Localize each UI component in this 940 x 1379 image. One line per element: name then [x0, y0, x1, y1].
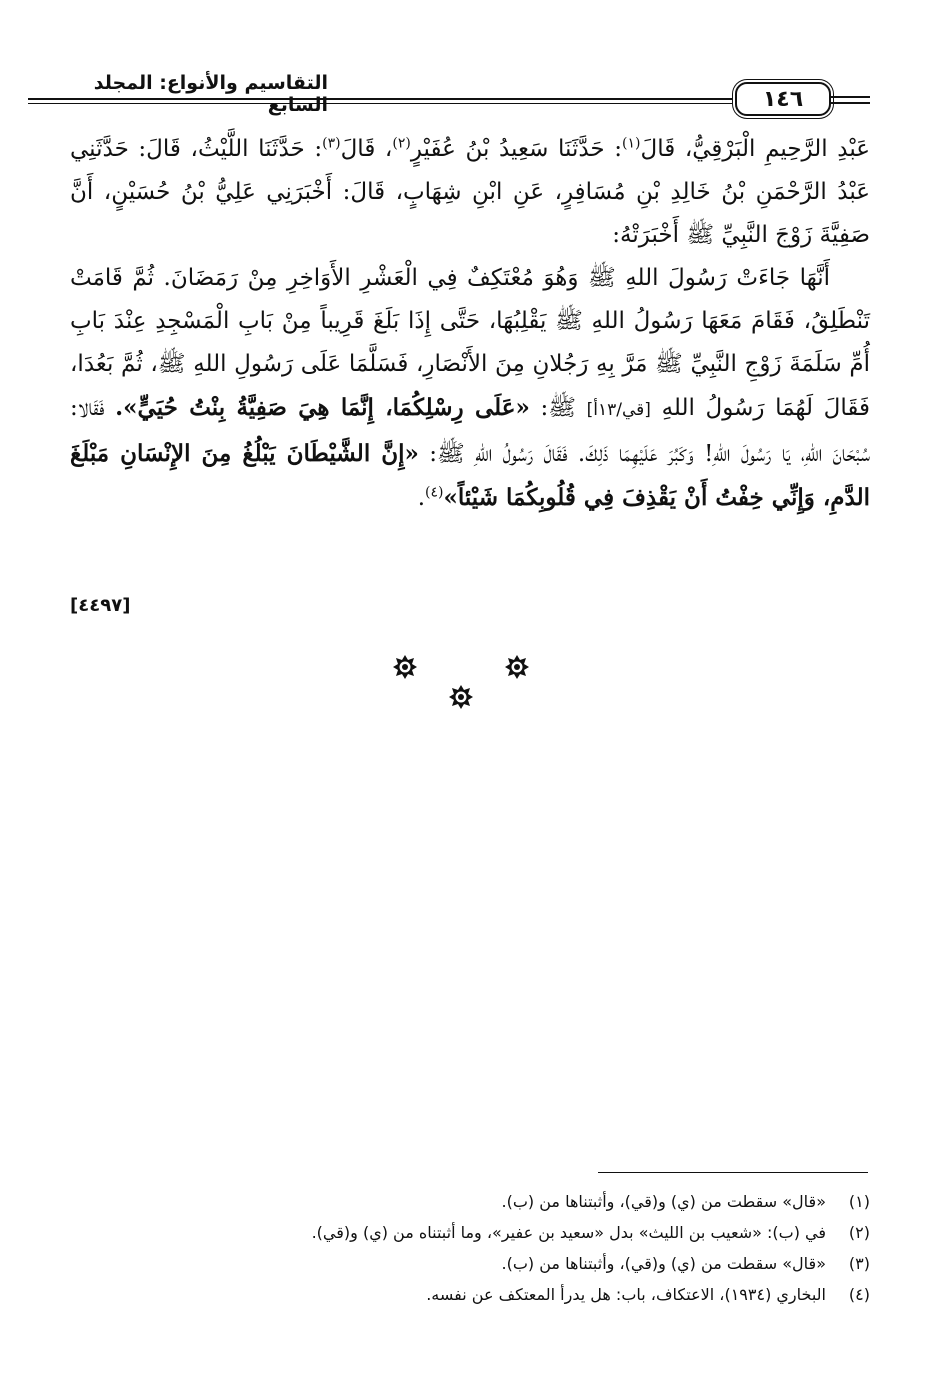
text-segment: عَبْدِ الرَّحِيمِ الْبَرْقِيُّ، قَالَ	[640, 136, 870, 162]
main-text	[70, 128, 870, 520]
footnote-marker-2[interactable]: (٢)	[392, 135, 411, 152]
footnote-text: البخاري (١٩٣٤)، الاعتكاف، باب: هل يدرأ المعتكف عن نفسه.	[426, 1285, 826, 1304]
text-segment: ﷺ:	[540, 395, 577, 421]
text-segment: .	[417, 485, 425, 511]
footnote-marker-1[interactable]: (١)	[622, 135, 641, 152]
footnote-marker-4[interactable]: (٤)	[425, 484, 444, 501]
page-number: ١٤٦	[735, 82, 831, 116]
ornament-icon	[448, 684, 474, 710]
footnote	[70, 1279, 870, 1310]
header-rule-thin	[28, 103, 735, 104]
header-right-rules	[830, 96, 870, 108]
footnote-number: (٢)	[848, 1223, 870, 1242]
text-segment: أَنَّهَا جَاءَتْ رَسُولَ اللهِ ﷺ وَهُوَ مُعْتَكِفٌ فِي الْعَشْرِ الأَوَاخِرِ مِنْ رَمَضَانَ. ثُمَّ قَامَتْ تَنْطَلِقُ، فَقَامَ مَعَهَا رَسُولُ اللهِ ﷺ يَقْلِبُهَا، حَتَّى إِذَا بَلَغَ قَرِيباً مِنْ بَابِ الْمَسْجِدِ عِنْدَ بَابِ أُمِّ سَلَمَةَ زَوْجِ النَّبِيِّ ﷺ مَرَّ بِهِ رَجُلانِ مِنَ الأَنْصَارِ، فَسَلَّمَا عَلَى رَسُولِ اللهِ ﷺ، ثُمَّ بَعُدَا، فَقَالَ لَهُمَا رَسُولُ اللهِ	[70, 265, 871, 421]
footnote-text: «قال» سقطت من (ي) و(قي)، وأثبتناها من (ب).	[501, 1254, 826, 1273]
footnote	[70, 1186, 870, 1217]
isnad-paragraph	[70, 128, 870, 257]
text-segment: ، قَالَ	[340, 136, 393, 162]
manuscript-ref: [قي/١٣أ]	[586, 400, 651, 420]
matn-paragraph	[70, 257, 870, 520]
footnote-number: (٤)	[848, 1285, 870, 1304]
footnote-text: في (ب): «شعيب بن الليث» بدل «سعيد بن عفير»، وما أثبتناه من (ي) و(قي).	[311, 1223, 826, 1242]
text-segment: فَقَالا: سُبْحَانَ اللهِ، يَا رَسُولَ اللهِ! وَكَبُرَ عَلَيْهِمَا ذَلِكَ. فَقَالَ رَسُولُ اللهِ ﷺ:	[70, 395, 871, 467]
ornament-icon	[392, 654, 418, 680]
header-rule	[28, 98, 735, 100]
text-segment: : حَدَّثَنَا اللَّيْثُ، قَالَ: حَدَّثَنِي عَبْدُ الرَّحْمَنِ بْنُ خَالِدِ بْنِ مُسَافِرٍ، عَنِ ابْنِ شِهَابٍ، قَالَ: أَخْبَرَنِي عَلِيُّ بْنُ حُسَيْنٍ، أَنَّ صَفِيَّةَ زَوْجَ النَّبِيِّ ﷺ أَخْبَرَتْهُ:	[70, 136, 870, 248]
hadith-number: [٤٤٩٧]	[70, 595, 131, 616]
hadith-quote-2: «إِنَّ الشَّيْطَانَ يَبْلُغُ مِنَ الإِنْسَانِ مَبْلَغَ الدَّمِ، وَإِنِّي خِفْتُ أَنْ يَقْذِفَ فِي قُلُوبِكُمَا شَيْئاً»	[70, 440, 870, 511]
footnote-number: (٣)	[848, 1254, 870, 1273]
text-segment: : حَدَّثَنَا سَعِيدُ بْنُ عُفَيْرٍ	[410, 136, 623, 162]
hadith-quote-1: «عَلَى رِسْلِكُمَا، إِنَّمَا هِيَ صَفِيَّةُ بِنْتُ حُيَيٍّ».	[115, 394, 530, 421]
footnote-text: «قال» سقطت من (ي) و(قي)، وأثبتناها من (ب).	[501, 1192, 826, 1211]
footnotes	[70, 1186, 870, 1310]
running-title: التقاسيم والأنواع: المجلد السابع	[93, 72, 328, 116]
footnote-number: (١)	[848, 1192, 870, 1211]
footnote-marker-3[interactable]: (٣)	[322, 135, 341, 152]
footnote	[70, 1248, 870, 1279]
ornament-icon	[504, 654, 530, 680]
footnote	[70, 1217, 870, 1248]
footnote-separator	[598, 1172, 868, 1173]
